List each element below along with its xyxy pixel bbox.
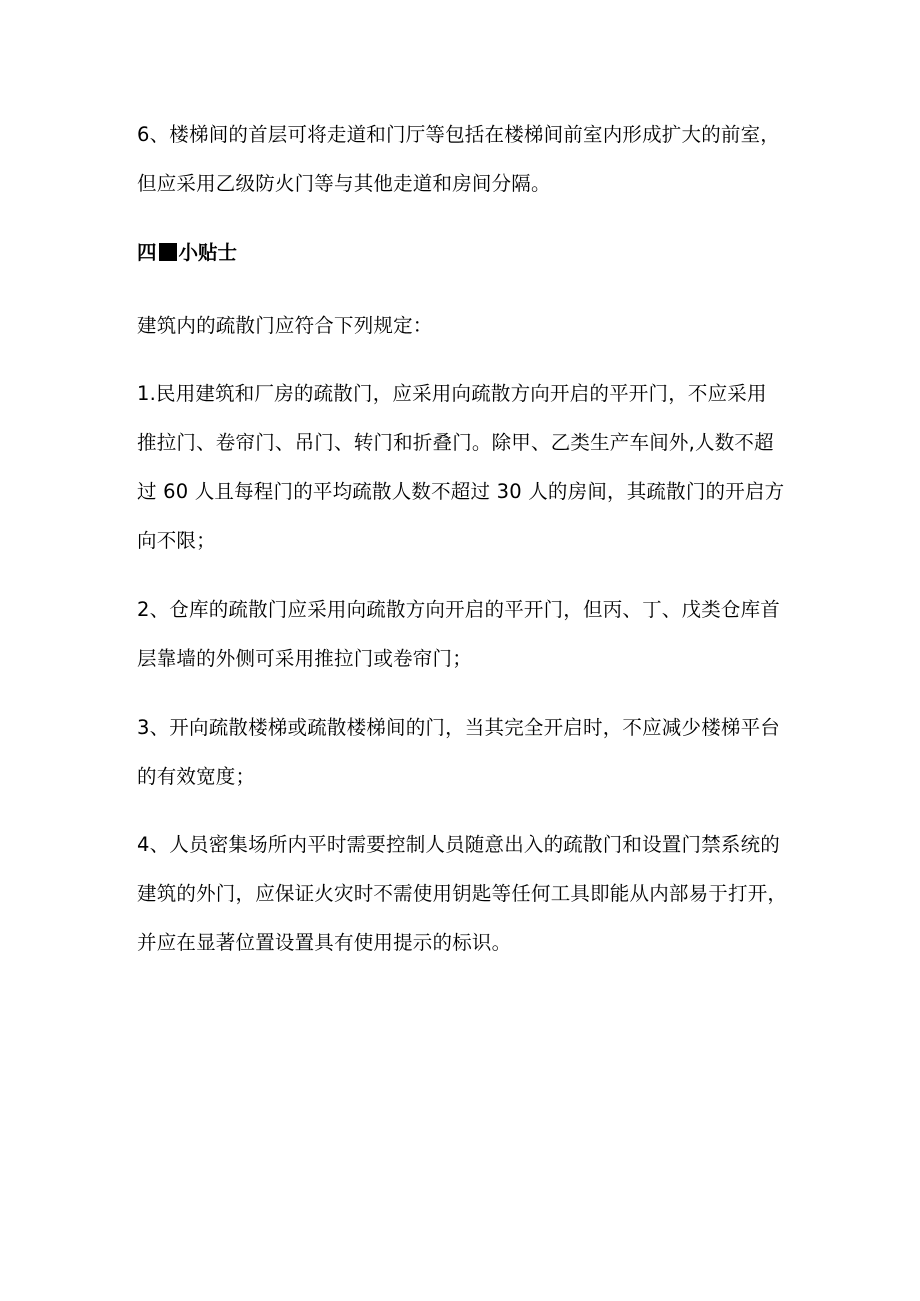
paragraph-line: 1.民用建筑和厂房的疏散门，应采用向疏散方向开启的平开门，不应采用 [137, 382, 767, 405]
paragraph-line: 2、仓库的疏散门应采用向疏散方向开启的平开门，但丙、丁、戊类仓库首 [137, 598, 781, 621]
section-heading [137, 228, 237, 277]
rule-item-2 [137, 585, 797, 683]
paragraph-line: 过 60 人且每程门的平均疏散人数不超过 30 人的房间，其疏散门的开启方 [137, 480, 785, 503]
rule-item-3 [137, 703, 797, 801]
paragraph-line: 3、开向疏散楼梯或疏散楼梯间的门，当其完全开启时，不应减少楼梯平台 [137, 716, 781, 739]
paragraph-line: 向不限； [137, 529, 216, 552]
paragraph-line: 建筑内的疏散门应符合下列规定： [137, 314, 433, 337]
paragraph-line: 6、楼梯间的首层可将走道和门厅等包括在楼梯间前室内形成扩大的前室， [137, 123, 781, 146]
paragraph-line: 但应采用乙级防火门等与其他走道和房间分隔。 [137, 172, 551, 195]
paragraph-line: 建筑的外门，应保证火灾时不需使用钥匙等任何工具即能从内部易于打开， [137, 882, 788, 905]
section-title: 小贴士 [178, 241, 238, 264]
paragraph-line: 推拉门、卷帘门、吊门、转门和折叠门。除甲、乙类生产车间外,人数不超 [137, 431, 774, 454]
paragraph-line: 并应在显著位置设置具有使用提示的标识。 [137, 931, 512, 954]
paragraph-line: 4、人员密集场所内平时需要控制人员随意出入的疏散门和设置门禁系统的 [137, 833, 781, 856]
paragraph-line: 层靠墙的外侧可采用推拉门或卷帘门； [137, 647, 472, 670]
rule-item-4 [137, 820, 797, 967]
rule-item-1 [137, 369, 797, 565]
square-bullet-icon [159, 243, 177, 261]
section-number: 四 [137, 241, 157, 264]
paragraph-line: 的有效宽度； [137, 765, 256, 788]
intro-paragraph [137, 301, 797, 350]
paragraph-item-6 [137, 110, 797, 208]
